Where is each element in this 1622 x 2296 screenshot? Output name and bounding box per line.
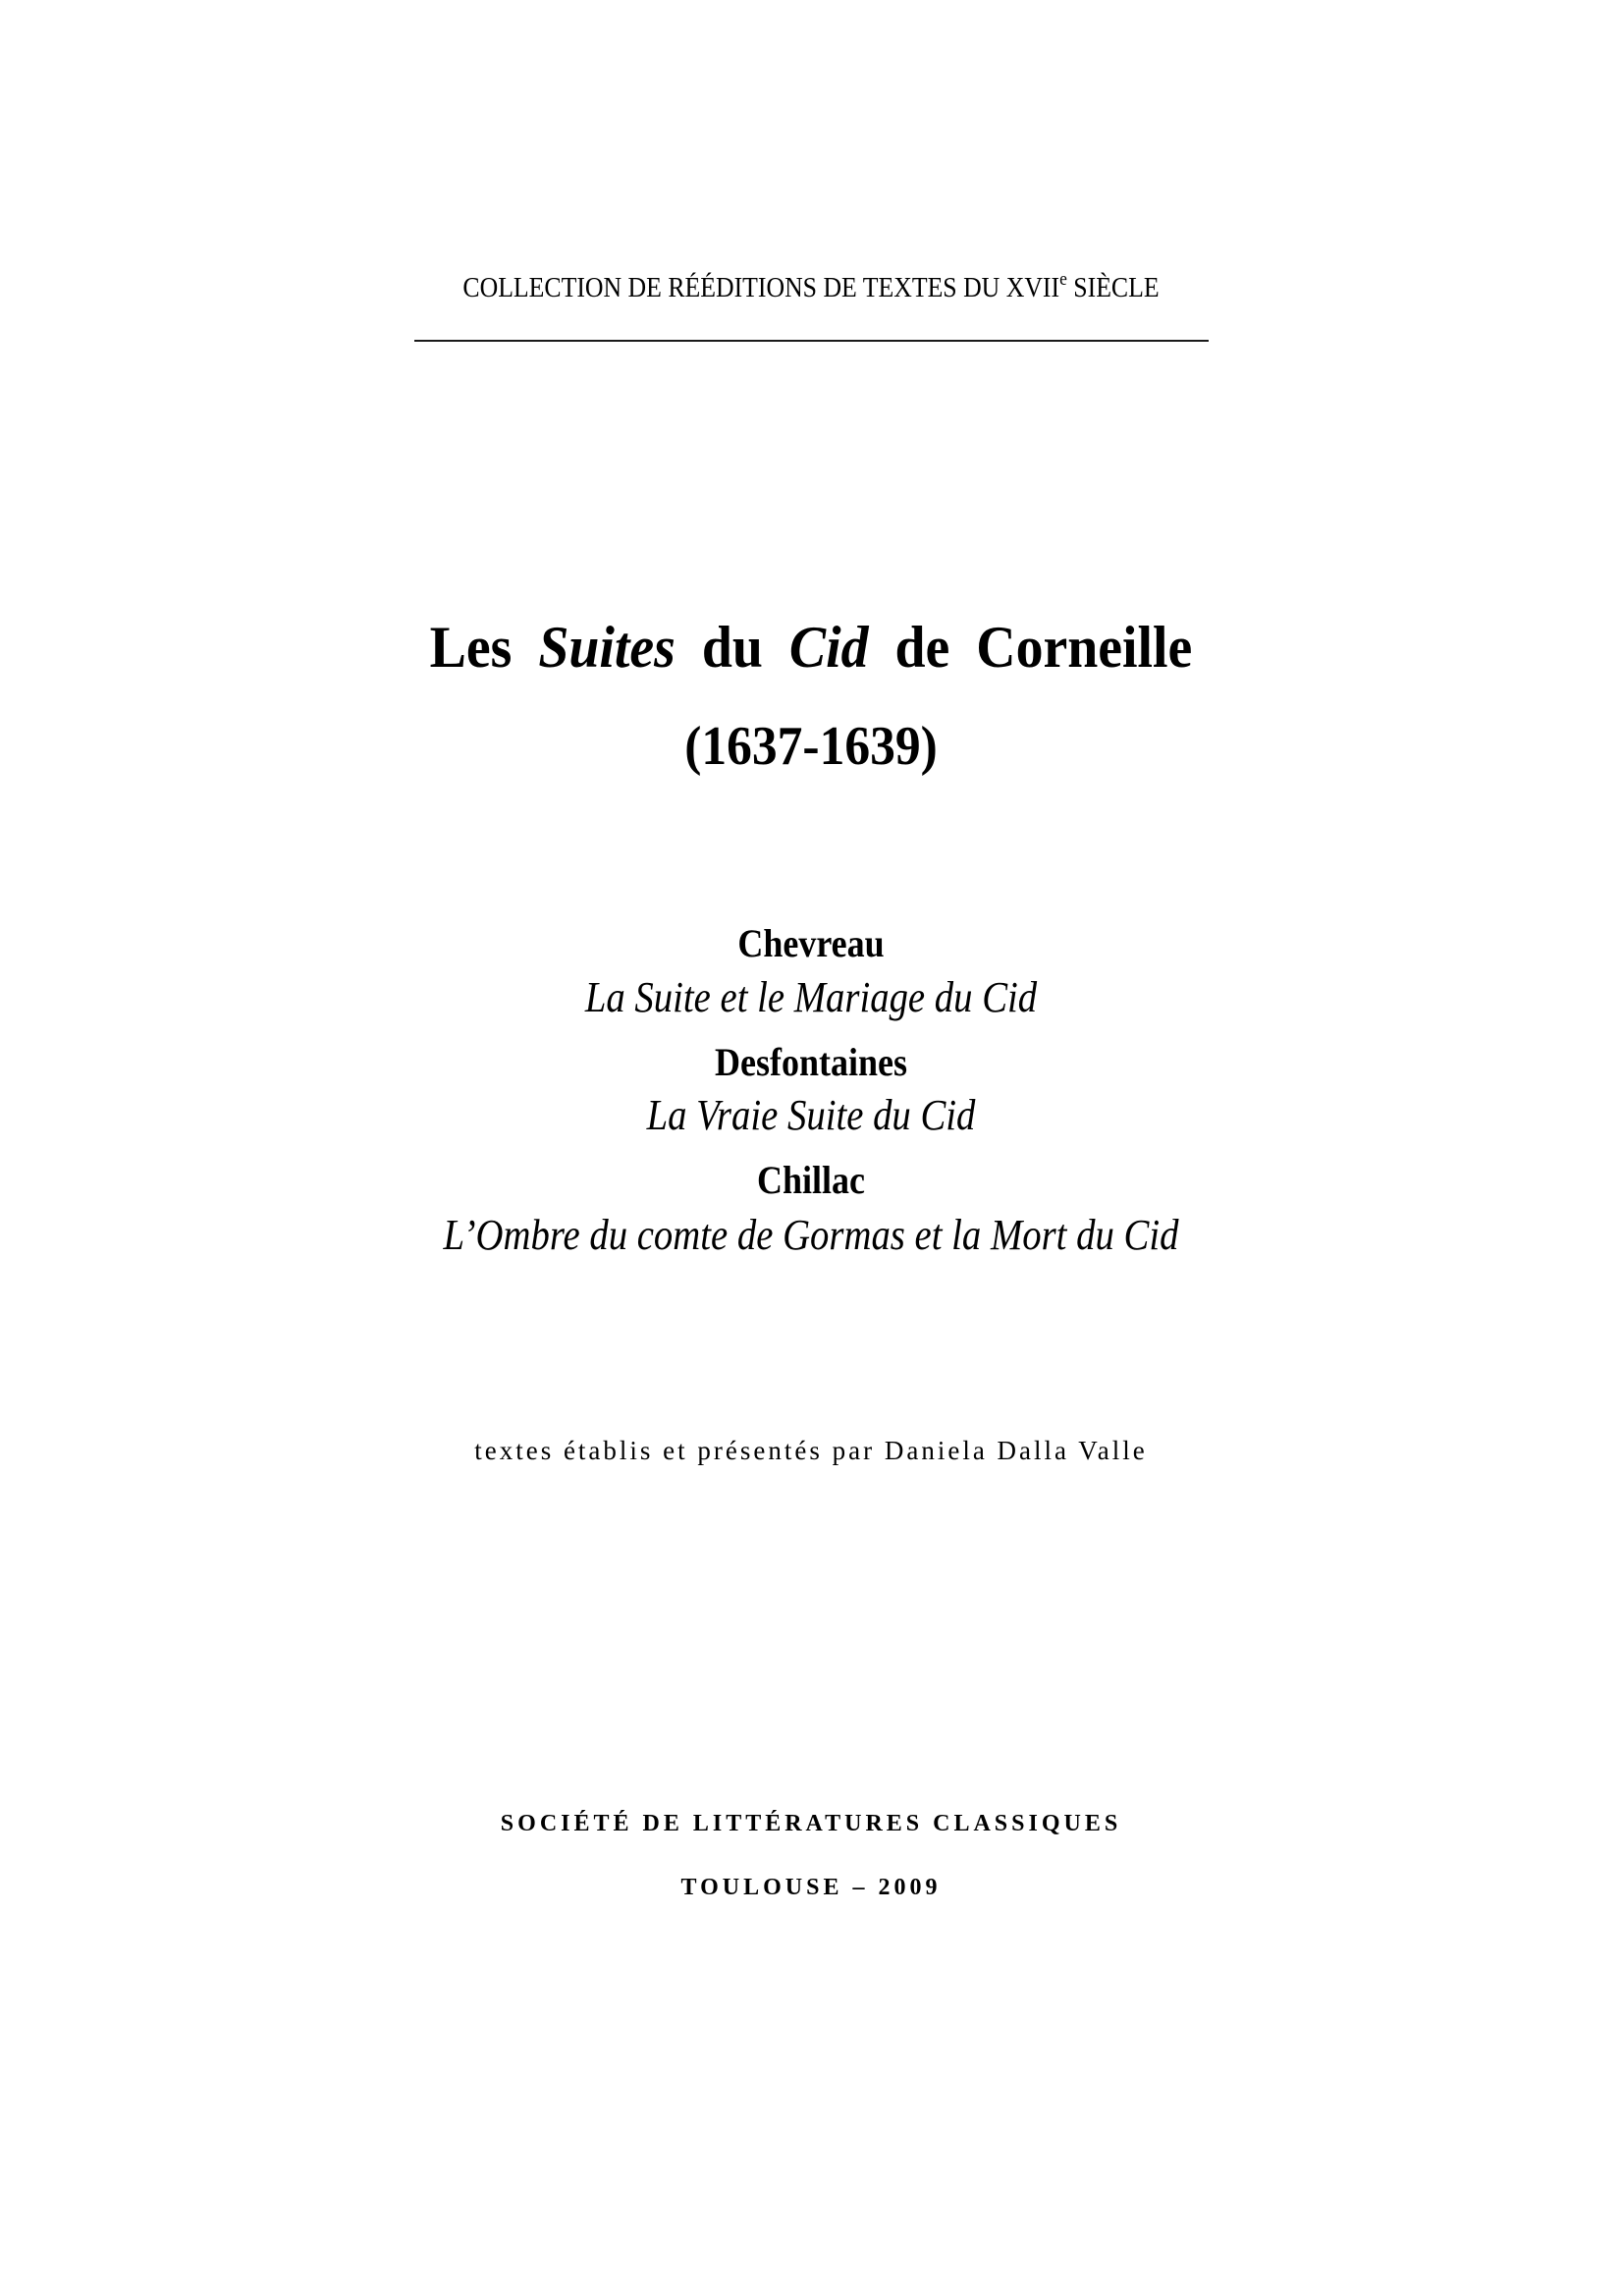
collection-superscript: e [1059,269,1067,290]
collection-prefix: COLLECTION DE RÉÉDITIONS DE TEXTES DU XVII [462,273,1060,303]
author-desfontaines: Desfontaines [714,1040,908,1084]
header-rule-divider [414,340,1209,342]
author-chillac: Chillac [756,1158,865,1202]
work-chevreau: La Suite et le Mariage du Cid [584,973,1038,1021]
collection-suffix: SIÈCLE [1066,273,1160,303]
title-part-suites: Suites [538,615,676,680]
title-dates: (1637-1639) [684,716,938,777]
work-chillac: L’Ombre du comte de Gormas et la Mort du Cid [443,1211,1179,1259]
title-part-du: du [675,615,789,680]
title-part-corneille: de Corneille [868,615,1193,680]
book-title [57,614,1565,682]
title-part-cid: Cid [788,615,869,680]
editor-credit: textes établis et présentés par Daniela Dalla Valle [474,1436,1148,1465]
author-chevreau: Chevreau [737,921,885,965]
publisher-name: SOCIÉTÉ DE LITTÉRATURES CLASSIQUES [500,1811,1122,1836]
publication-place-year: TOULOUSE – 2009 [680,1875,942,1900]
collection-heading [65,269,1557,304]
work-desfontaines: La Vraie Suite du Cid [646,1091,976,1139]
title-part-les: Les [429,615,539,680]
